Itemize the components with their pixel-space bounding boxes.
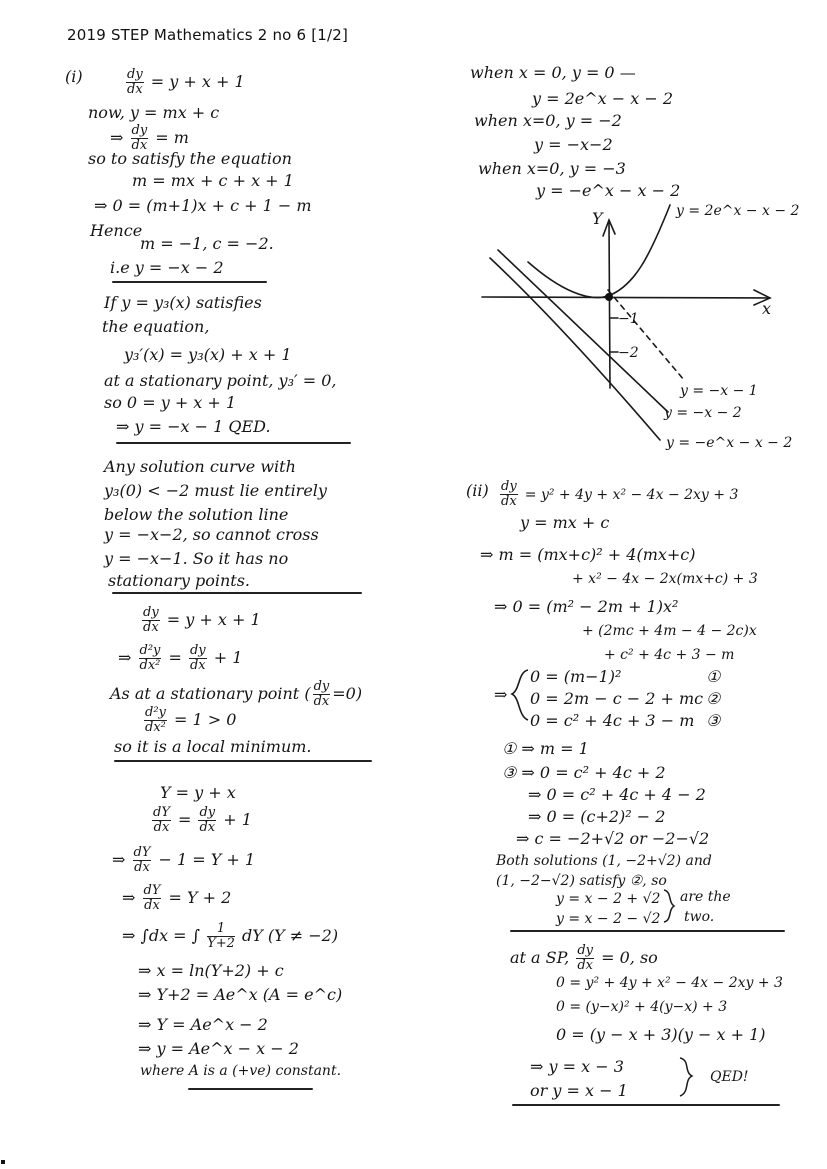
equation-line: ⇒ $\frac{dY}{dx}$ = Y + 2 (122, 883, 232, 913)
text-line: the equation, (102, 317, 210, 336)
dy-dx-fraction: $\frac{dy}{dx}$ (577, 943, 594, 973)
divider (510, 930, 785, 932)
dy-dx-fraction: $\frac{dy}{dx}$ (313, 679, 330, 709)
text-line: y = 2e^x − x − 2 (532, 89, 674, 108)
y-axis-arrow (603, 220, 615, 236)
text-line: Any solution curve with (104, 457, 296, 476)
text-line: ⇒ 0 = (m² − 2m + 1)x² (494, 597, 679, 616)
text-line: y = mx + c (520, 513, 610, 532)
text-line: where A is a (+ve) constant. (140, 1063, 342, 1079)
text-line: ① ⇒ m = 1 (502, 739, 589, 758)
equation-number: ② (706, 689, 721, 708)
text-line: Both solutions (1, −2+√2) and (496, 853, 712, 869)
text-line: ⇒ y = x − 3 (530, 1057, 624, 1076)
text-line: 0 = (y − x + 3)(y − x + 1) (556, 1025, 766, 1044)
equation-number: ③ (706, 711, 721, 730)
equation-line: $\frac{dY}{dx}$ = $\frac{dy}{dx}$ + 1 (153, 805, 252, 835)
equation-line: $\frac{\text{d²y}}{\text{dx²}}$ = 1 > 0 (145, 705, 237, 735)
text-line: below the solution line (104, 505, 289, 524)
text-line: ⇒ 0 = c² + 4c + 4 − 2 (528, 785, 706, 804)
qed-mark: QED! (710, 1069, 749, 1085)
text-line: y = −e^x − x − 2 (536, 181, 681, 200)
text-line: y = −x−2, so cannot cross (104, 525, 319, 544)
equation-line: As at a stationary point ( $\frac{dy}{dx}$ =0) (110, 679, 363, 709)
text-line: ⇒ c = −2+√2 or −2−√2 (516, 829, 710, 848)
text-line: ⇒ y = Ae^x − x − 2 (138, 1039, 299, 1058)
equation-line: ⇒ $\frac{\text{d²y}}{\text{dx²}}$ = $\frac{dy}{dx}$ + 1 (118, 643, 243, 673)
part-i-label: (i) (65, 67, 83, 86)
text-line: 0 = y² + 4y + x² − 4x − 2xy + 3 (556, 975, 783, 991)
text-line: + (2mc + 4m − 4 − 2c)x (582, 623, 757, 639)
text-line: m = mx + c + x + 1 (132, 171, 294, 190)
text-line: ⇒ x = ln(Y+2) + c (138, 961, 284, 980)
text-line: so it is a local minimum. (114, 737, 312, 756)
text-line: at a stationary point, y₃′ = 0, (104, 371, 337, 390)
text-line: 0 = (y−x)² + 4(y−x) + 3 (556, 999, 728, 1015)
text-line: y = −x−2 (534, 135, 613, 154)
equation-line: $\frac{dy}{dx}$ = y² + 4y + x² − 4x − 2xy + 3 (501, 479, 739, 509)
text-line: ⇒ 0 = (c+2)² − 2 (528, 807, 666, 826)
equation-line: ⇒ $\frac{dy}{dx}$ = m (110, 123, 189, 153)
divider (112, 281, 267, 283)
d2y-dx2-fraction: $\frac{\text{d²y}}{\text{dx²}}$ (139, 643, 161, 673)
x-axis (482, 297, 770, 298)
graph-tick-label: −1 (618, 311, 639, 327)
dy-dx-fraction: $\frac{dy}{dx}$ (131, 123, 148, 153)
text-line: 0 = c² + 4c + 3 − m (530, 711, 695, 730)
text-line: stationary points. (108, 571, 250, 590)
dy-dx-fraction: $\frac{dy}{dx}$ (127, 67, 143, 97)
implies-arrow: ⇒ (494, 685, 508, 704)
divider (512, 1104, 780, 1106)
text-line: 0 = (m−1)² (530, 667, 622, 686)
text-line: when x=0, y = −2 (474, 111, 622, 130)
graph-y-axis-label: Y (592, 209, 603, 228)
text-line: y₃(0) < −2 must lie entirely (104, 481, 327, 500)
text-line: or y = x − 1 (530, 1081, 628, 1100)
text-line: y = −x−1. So it has no (104, 549, 289, 568)
line-minus-x-minus-1 (608, 290, 684, 380)
equation-number: ① (706, 667, 721, 686)
text-line: when x = 0, y = 0 — (470, 63, 636, 82)
equation-line: ⇒ ∫dx = ∫ $\frac{1}{Y+2}$ dY (Y ≠ −2) (122, 921, 339, 951)
text-line: + c² + 4c + 3 − m (604, 647, 735, 663)
text-line: ⇒ Y = Ae^x − 2 (138, 1015, 268, 1034)
dY-dx-fraction: $\frac{dY}{dx}$ (133, 845, 151, 875)
graph-line-label: y = −x − 2 (664, 405, 742, 421)
text-line: when x=0, y = −3 (478, 159, 626, 178)
origin-point (605, 293, 613, 301)
text-line: so 0 = y + x + 1 (104, 393, 237, 412)
text-line: y = x − 2 + √2 (556, 891, 661, 907)
equation-line: $\frac{dy}{dx}$ = y + x + 1 (127, 67, 245, 97)
page-title: 2019 STEP Mathematics 2 no 6 [1/2] (67, 26, 349, 44)
dY-dx-fraction: $\frac{dY}{dx}$ (143, 883, 161, 913)
text-line: i.e y = −x − 2 (110, 258, 224, 277)
graph-tick-label: −2 (618, 345, 639, 361)
text-line: now, y = mx + c (88, 103, 220, 122)
equation-line: ⇒ $\frac{dY}{dx}$ − 1 = Y + 1 (112, 845, 256, 875)
dy-dx-fraction: $\frac{dy}{dx}$ (143, 605, 159, 635)
dy-dx-fraction: $\frac{dy}{dx}$ (189, 643, 206, 673)
equation-line: $\frac{dy}{dx}$ = y + x + 1 (143, 605, 261, 635)
text-line: so to satisfy the equation (88, 149, 292, 168)
text-line: two. (684, 909, 715, 925)
text-line: If y = y₃(x) satisfies (104, 293, 262, 312)
text-line: + x² − 4x − 2x(mx+c) + 3 (572, 571, 758, 587)
text-line: are the (680, 889, 731, 905)
text-line: y = x − 2 − √2 (556, 911, 661, 927)
divider (188, 1088, 313, 1090)
text-line: ③ ⇒ 0 = c² + 4c + 2 (502, 763, 666, 782)
text-line: m = −1, c = −2. (140, 234, 274, 253)
text-line: y₃′(x) = y₃(x) + x + 1 (124, 345, 292, 364)
text-line: ⇒ 0 = (m+1)x + c + 1 − m (94, 196, 312, 215)
dY-dx-fraction: $\frac{dY}{dx}$ (153, 805, 170, 835)
graph-line-label: y = −x − 1 (680, 383, 758, 399)
text-line: ⇒ m = (mx+c)² + 4(mx+c) (480, 545, 696, 564)
d2y-dx2-fraction: $\frac{\text{d²y}}{\text{dx²}}$ (145, 705, 166, 735)
dy-dx-fraction: $\frac{dy}{dx}$ (501, 479, 517, 509)
divider (114, 760, 372, 762)
divider (116, 442, 351, 444)
y-axis (609, 222, 610, 388)
divider (112, 592, 362, 594)
dy-dx-fraction: $\frac{dy}{dx}$ (199, 805, 216, 835)
equation-line: at a SP, $\frac{dy}{dx}$ = 0, so (510, 943, 658, 973)
corner-mark (1, 1160, 5, 1164)
text-line: (1, −2−√2) satisfy ②, so (496, 873, 667, 889)
text-line: Hence (90, 221, 143, 240)
graph-curve-label: y = −e^x − x − 2 (666, 435, 793, 451)
line-minus-x-minus-2 (498, 250, 668, 412)
graph-curve-label: y = 2e^x − x − 2 (676, 203, 800, 219)
part-ii-label: (ii) (466, 481, 489, 500)
text-line: 0 = 2m − c − 2 + mc (530, 689, 704, 708)
text-line: ⇒ Y+2 = Ae^x (A = e^c) (138, 985, 343, 1004)
integrand-fraction: $\frac{1}{Y+2}$ (207, 921, 235, 951)
text-line: Y = y + x (160, 783, 236, 802)
text-line: ⇒ y = −x − 1 QED. (116, 417, 271, 436)
graph-x-axis-label: x (762, 299, 772, 318)
